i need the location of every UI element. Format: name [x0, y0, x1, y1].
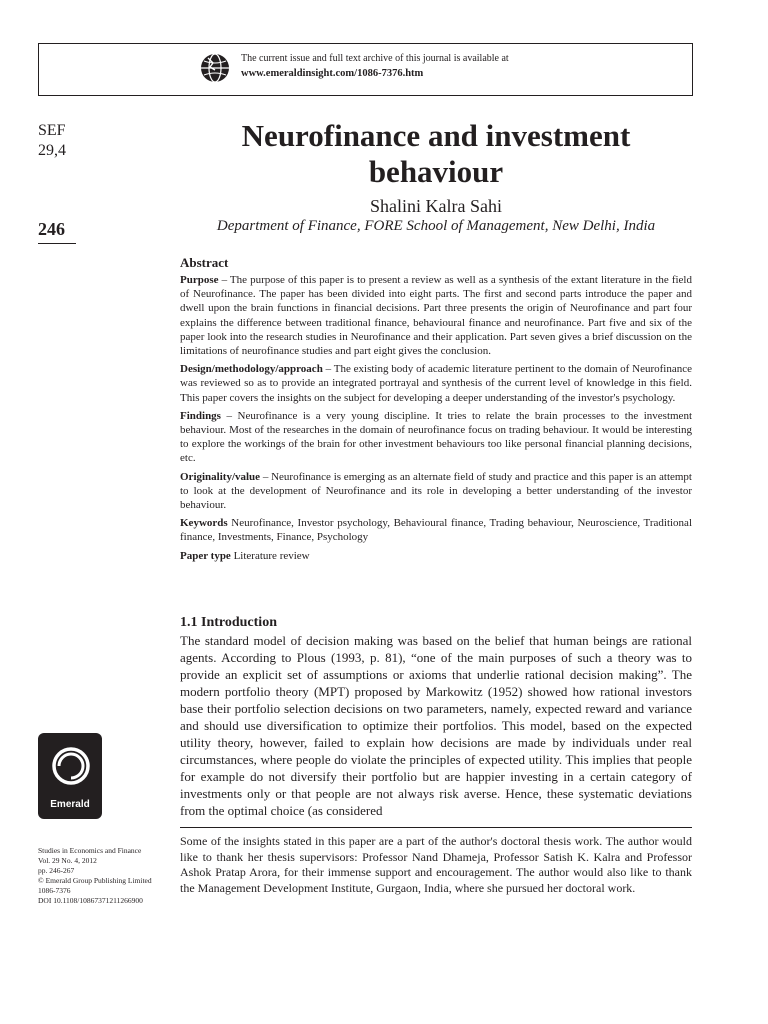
findings-label: Findings	[180, 409, 221, 422]
citation-doi: DOI 10.1108/10867371211266900	[38, 896, 143, 905]
citation-volume: Vol. 29 No. 4, 2012	[38, 856, 97, 865]
author-name: Shalini Kalra Sahi	[370, 196, 502, 216]
abstract-originality	[180, 470, 692, 513]
journal-banner	[38, 43, 693, 96]
abstract-heading: Abstract	[180, 255, 229, 270]
keywords-text: Neurofinance, Investor psychology, Behavioural finance, Trading behaviour, Neuroscience, Traditional finance, Investments, Finance, Psychology	[180, 517, 692, 544]
abstract-purpose	[180, 273, 692, 358]
journal-volume-marker	[38, 121, 66, 161]
abstract-paper-type	[180, 549, 692, 563]
title-line-2: behaviour	[368, 154, 504, 189]
author-affiliation: Department of Finance, FORE School of Management, New Delhi, India	[216, 218, 656, 234]
acknowledgement-footnote: Some of the insights stated in this paper are a part of the author's doctoral thesis work. The author would like to thank her thesis supervisors: Professor Nand Dhameja, Professor Satish K. Kalra and Professor Ashok Pratap Arora, for their immense support and encouragement. The author would also like to thank the Management Development Institute, Gurgaon, India, where she pursued her doctoral work.	[180, 834, 692, 895]
page-number: 246	[38, 219, 65, 239]
emerald-logo	[38, 733, 102, 819]
article-title	[180, 118, 692, 190]
globe-icon	[199, 52, 231, 84]
introduction-heading: 1.1 Introduction	[180, 615, 277, 630]
volume-issue: 29,4	[38, 142, 66, 159]
paper-type-label: Paper type	[180, 549, 231, 562]
footnote-rule	[180, 827, 692, 828]
abstract-design	[180, 362, 692, 405]
citation-pages: pp. 246-267	[38, 866, 75, 875]
banner-availability-text: The current issue and full text archive of this journal is available at	[241, 53, 509, 64]
citation-journal: Studies in Economics and Finance	[38, 846, 142, 855]
citation-copyright: © Emerald Group Publishing Limited	[38, 876, 152, 885]
citation-block	[38, 846, 178, 906]
originality-text: – Neurofinance is emerging as an alternate field of study and practice and this paper is an attempt to look at the development of Neurofinance and its role in developing a better understanding of the investor behaviour.	[180, 470, 692, 512]
title-line-1: Neurofinance and investment	[241, 118, 631, 153]
originality-label: Originality/value	[180, 470, 261, 483]
purpose-label: Purpose	[180, 274, 219, 286]
emerald-logo-mark	[38, 733, 102, 797]
abstract-keywords	[180, 516, 692, 544]
citation-issn: 1086-7376	[38, 886, 71, 895]
page-number-rule	[38, 243, 76, 244]
keywords-label: Keywords	[180, 517, 228, 530]
banner-url-link[interactable]: www.emeraldinsight.com/1086-7376.htm	[241, 68, 424, 79]
purpose-text: – The purpose of this paper is to present a review as well as a synthesis of the extant literature in the field of Neurofinance. The paper has been divided into eight parts. The first and second parts introduce the paper and dwell upon the brain functions in financial decisions. Part three presents the origin of Neurofinance and part four explains the difference between traditional finance, behavioural finance and neurofinance. Part five and six of the paper look into the research studies in Neurofinance and their application. Part seven gives a brief discussion on the limitations of neurofinance studies and part eight gives the conclusion.	[180, 274, 692, 358]
emerald-logo-text: Emerald	[50, 799, 90, 810]
journal-abbreviation: SEF	[38, 122, 66, 139]
design-label: Design/methodology/approach	[180, 363, 323, 376]
introduction-body: The standard model of decision making was based on the belief that human beings are rational agents. According to Plous (1993, p. 81), “one of the main purposes of such a theory was to provide an explicit set of assumptions or axioms that underlie rational decision making”. The modern portfolio theory (MPT) proposed by Markowitz (1952) showed how rational investors base their portfolio selection decisions on two parameters, namely, expected reward and variance and should use diversification to optimize their portfolios. This model, based on the expected utility theory, however, failed to explain how decisions are made by individuals under real circumstances, where people do violate the principles of expected utility. This implies that people for example do not diversify their portfolio but are happier investing in a certain category of investments only or that people are not always risk averse. Hence, these systematic deviations from the optimal choice (as considered	[180, 633, 692, 818]
findings-text: – Neurofinance is a very young discipline. It tries to relate the brain processes to the investment behaviour. Most of the researches in the domain of neurofinance focus on trading behaviour. It would be interesting to explore the workings of the brain for other investment behaviours too like personal financial planning decisions, etc.	[180, 409, 692, 465]
design-text: – The existing body of academic literature pertinent to the domain of Neurofinance was reviewed so as to provide an integrated portrayal and synthesis of the current level of knowledge in this field. This paper covers the insights on the subject for developing a deeper understanding of the investor's psychology.	[180, 363, 692, 404]
abstract	[180, 255, 692, 567]
abstract-findings	[180, 409, 692, 466]
paper-type-text: Literature review	[230, 549, 310, 562]
